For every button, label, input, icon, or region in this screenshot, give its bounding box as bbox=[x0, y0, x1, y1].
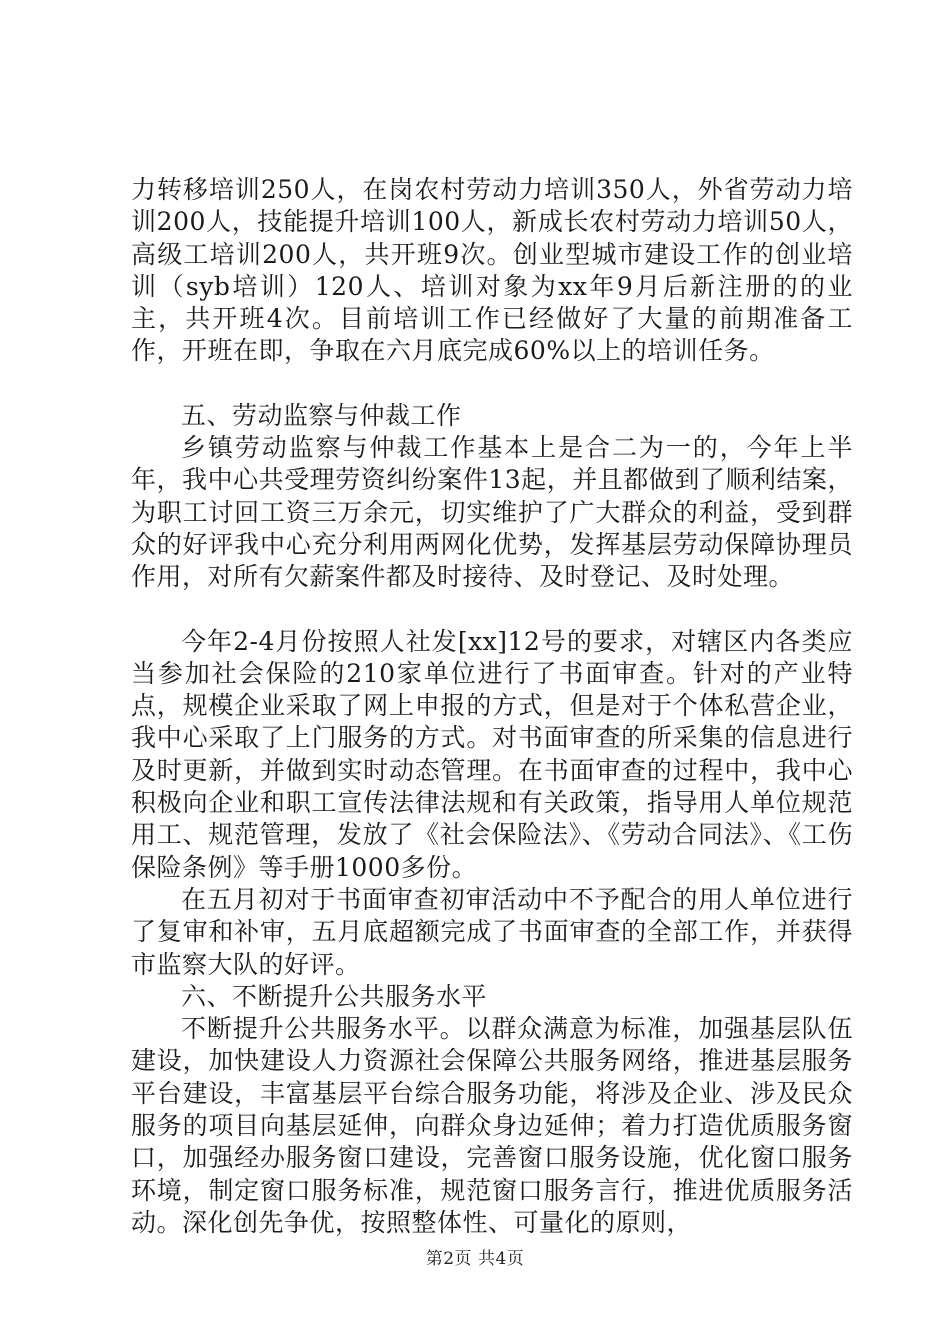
page-number-footer: 第2页 共4页 bbox=[425, 1249, 525, 1269]
paragraph-gap bbox=[131, 368, 853, 400]
paragraph-re-review: 在五月初对于书面审查初审活动中不予配合的用人单位进行了复审和补审，五月底超额完成了书面审查的全部工作，并获得市监察大队的好评。 bbox=[131, 884, 853, 979]
paragraph-training-summary: 力转移培训250人，在岗农村劳动力培训350人，外省劳动力培训200人，技能提升培训100人，新成长农村劳动力培训50人，高级工培训200人，共开班9次。创业型城市建设工作的创业培训（syb培训）120人、培训对象为xx年9月后新注册的的业主，共开班4次。目前培训工作已经做好了大量的前期准备工作，开班在即，争取在六月底完成60%以上的培训任务。 bbox=[131, 175, 853, 366]
section-heading-public-service: 六、不断提升公共服务水平 bbox=[181, 981, 488, 1011]
document-body bbox=[131, 174, 853, 1239]
paragraph-labor-disputes: 乡镇劳动监察与仲裁工作基本上是合二为一的，今年上半年，我中心共受理劳资纠纷案件13起，并且都做到了顺利结案，为职工讨回工资三万余元，切实维护了广大群众的利益，受到群众的好评我中心充分利用两网化优势，发挥基层劳动保障协理员作用，对所有欠薪案件都及时接待、及时登记、及时处理。 bbox=[131, 433, 853, 592]
paragraph-gap bbox=[131, 594, 853, 626]
paragraph-public-service: 不断提升公共服务水平。以群众满意为标准，加强基层队伍建设，加快建设人力资源社会保障公共服务网络，推进基层服务平台建设，丰富基层平台综合服务功能，将涉及企业、涉及民众服务的项目向基层延伸，向群众身边延伸；着力打造优质服务窗口，加强经办服务窗口建设，完善窗口服务设施，优化窗口服务环境，制定窗口服务标准，规范窗口服务言行，推进优质服务活动。深化创先争优，按照整体性、可量化的原则， bbox=[131, 1014, 853, 1237]
section-heading-labor-supervision: 五、劳动监察与仲裁工作 bbox=[181, 400, 462, 430]
paragraph-written-review: 今年2-4月份按照人社发[xx]12号的要求，对辖区内各类应当参加社会保险的210家单位进行了书面审查。针对的产业特点，规模企业采取了网上申报的方式，但是对于个体私营企业，我中心采取了上门服务的方式。对书面审查的所采集的信息进行及时更新，并做到实时动态管理。在书面审查的过程中，我中心积极向企业和职工宣传法律法规和有关政策，指导用人单位规范用工、规范管理，发放了《社会保险法》、《劳动合同法》、《工伤保险条例》等手册1000多份。 bbox=[131, 626, 853, 882]
